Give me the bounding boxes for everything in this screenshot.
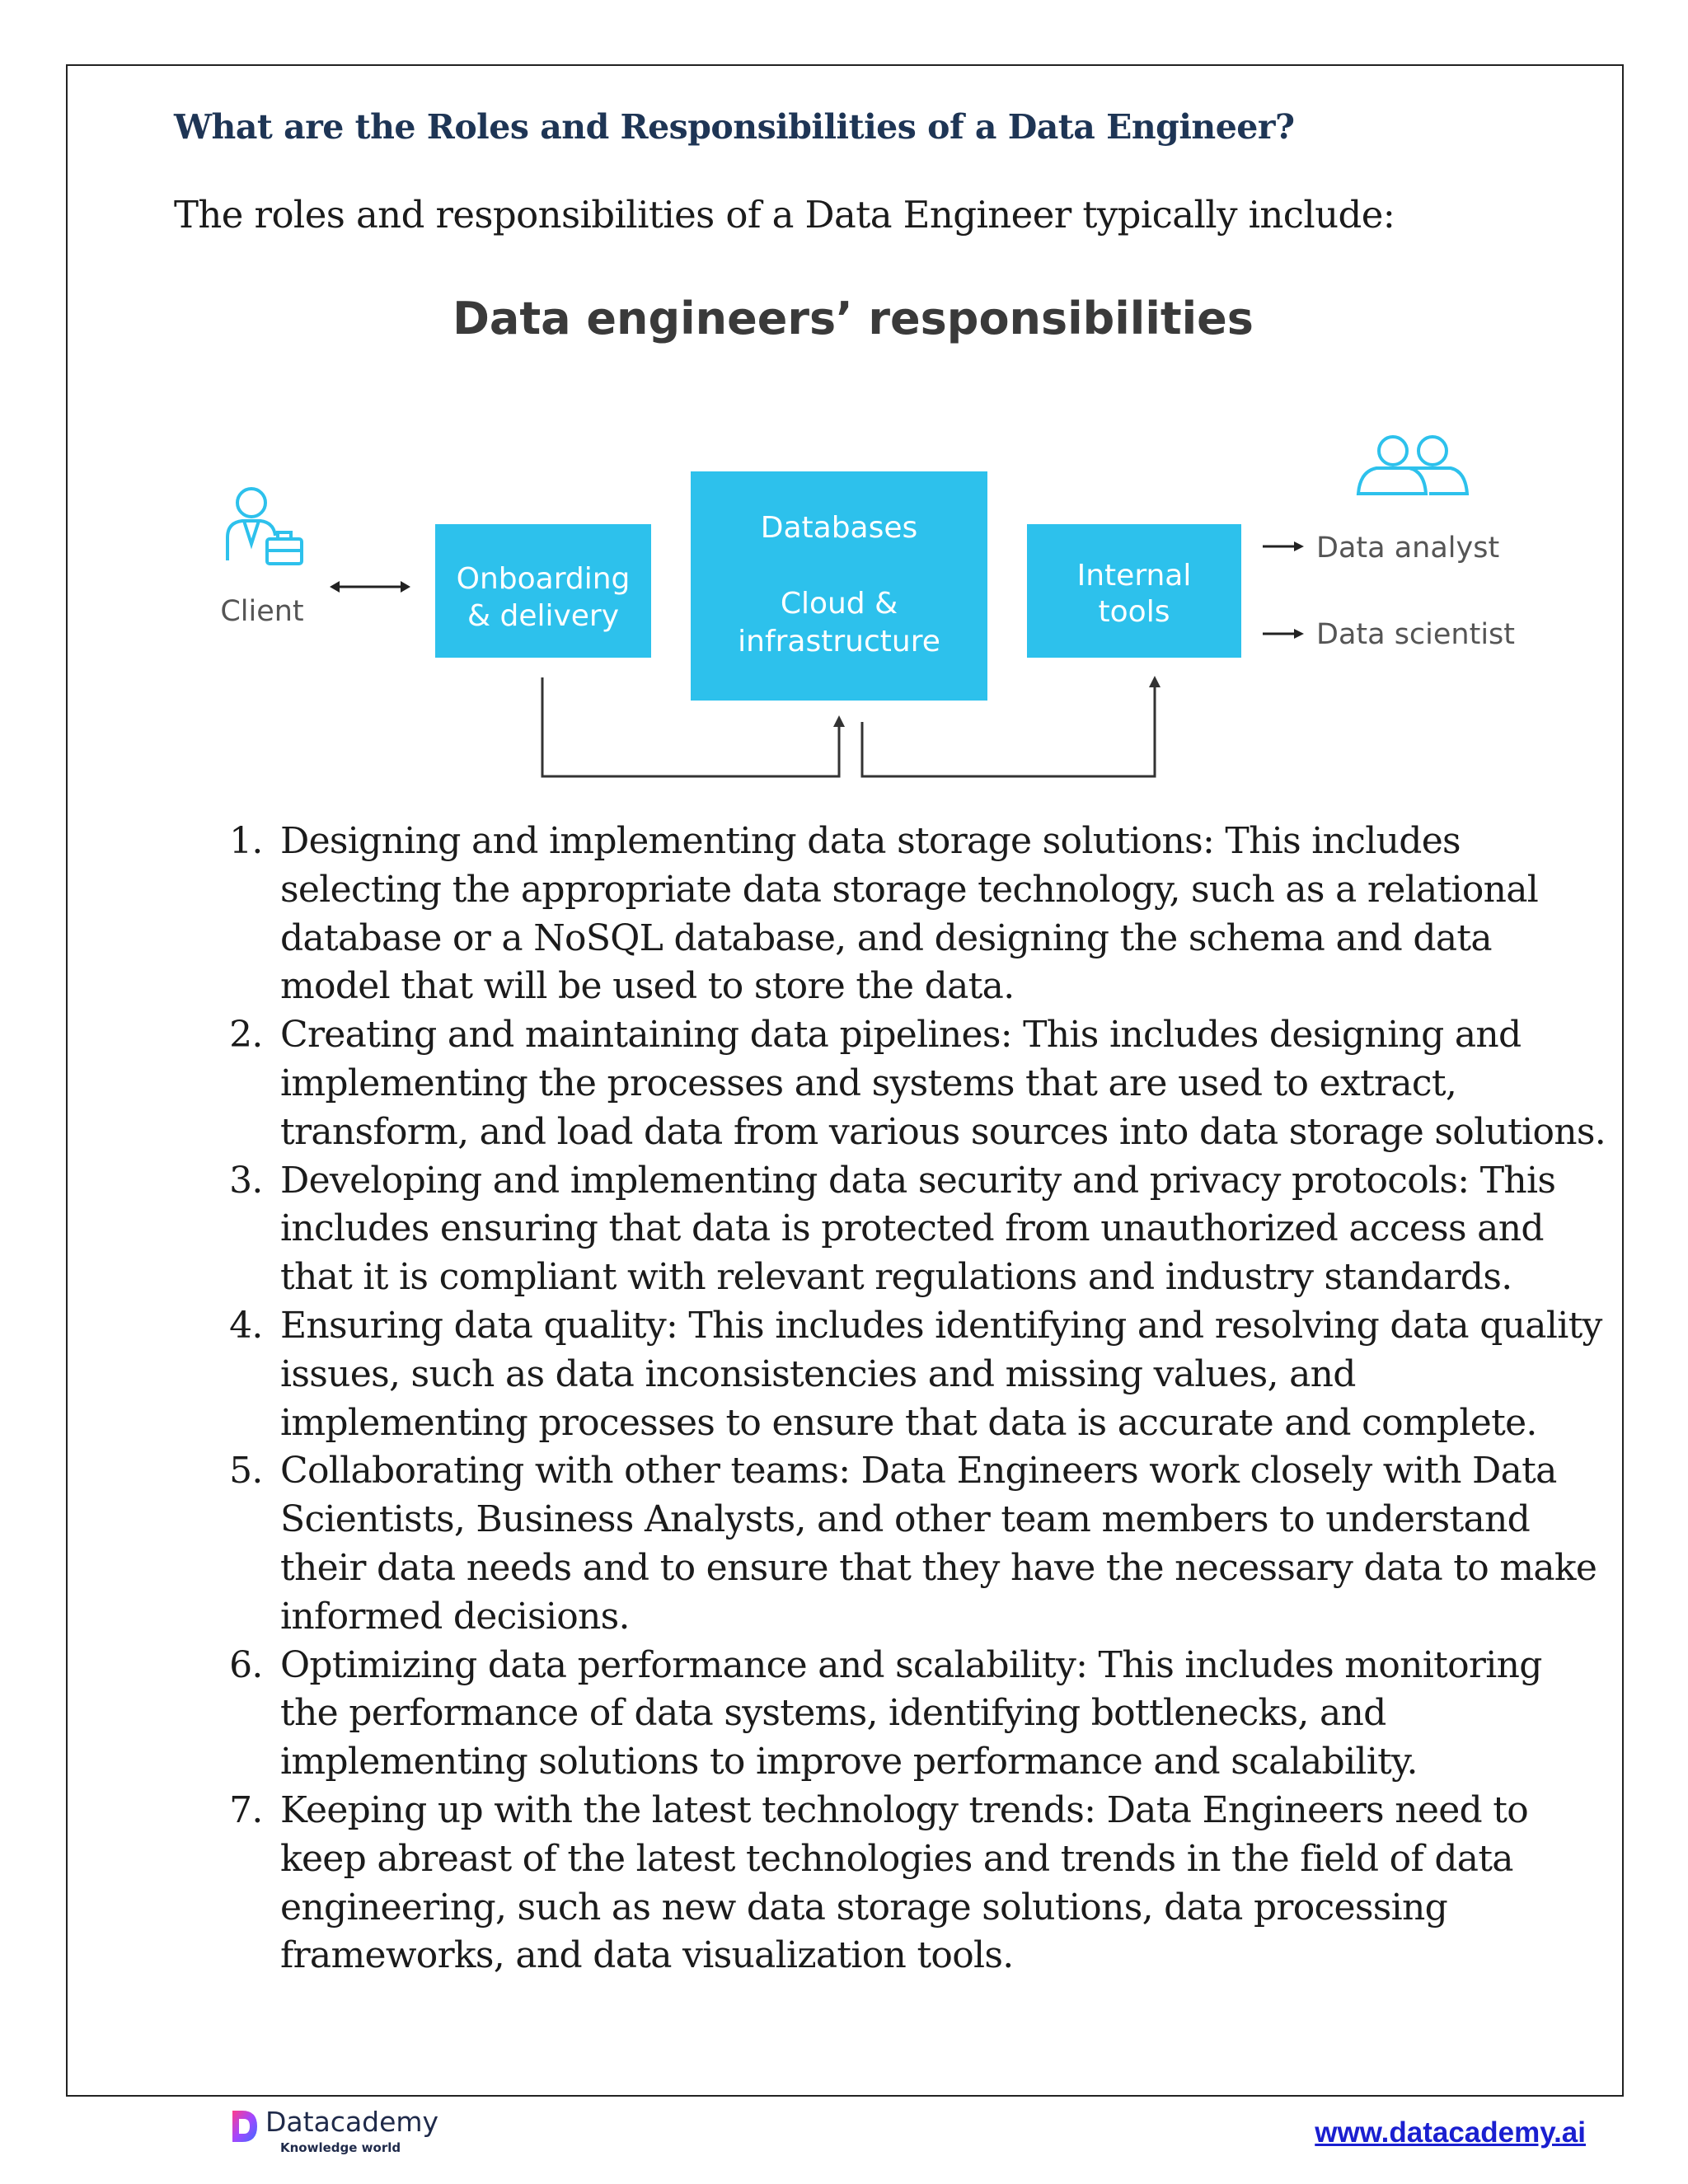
arrowhead-up-right [1149, 676, 1160, 687]
list-item: 7. Keeping up with the latest technology trends: Data Engineers need to keep abreast of the latest technologies and trends in the field of data engineering, such as new data storage solutions, data processing frameworks, and data visualization tools. [274, 1787, 1609, 1980]
logo-tagline: Knowledge world [280, 2140, 401, 2155]
cloud-label-line2: infrastructure [738, 625, 940, 658]
users-icon [1358, 437, 1467, 494]
logo-name: Datacademy [265, 2106, 439, 2138]
cloud-label-line1: Cloud & [780, 587, 898, 621]
client-double-arrow [330, 581, 410, 593]
databases-label: Databases [760, 511, 918, 545]
onboarding-label-line1: Onboarding [456, 562, 631, 596]
list-item: 4. Ensuring data quality: This includes identifying and resolving data quality issues, such as data inconsistencies and missing values, and implementing processes to ensure that data is accurate and complete. [274, 1302, 1609, 1447]
logo-mark-icon [229, 2107, 260, 2145]
scientist-arrow [1263, 629, 1304, 639]
intro-paragraph: The roles and responsibilities of a Data Engineer typically include: [174, 193, 1395, 237]
diagram-title: Data engineers’ responsibilities [452, 297, 1254, 344]
analyst-label: Data analyst [1316, 532, 1500, 565]
website-link[interactable]: www.datacademy.ai [1315, 2116, 1586, 2149]
client-icon [227, 489, 302, 564]
onboarding-label-line2: & delivery [467, 599, 620, 633]
internal-label-line2: tools [1098, 595, 1170, 629]
databases-box [691, 471, 987, 701]
list-item: 5. Collaborating with other teams: Data Engineers work closely with Data Scientists, Business Analysts, and other team members to understand their data needs and to ensure that they have the necessary data to make informed decisions. [274, 1447, 1609, 1641]
list-item: 6. Optimizing data performance and scalability: This includes monitoring the performance of data systems, identifying bottlenecks, and implementing solutions to improve performance and scalability. [274, 1642, 1609, 1787]
scientist-label: Data scientist [1316, 618, 1516, 651]
list-item: 1. Designing and implementing data storage solutions: This includes selecting the appropriate data storage technology, such as a relational database or a NoSQL database, and designing the schema and data model that will be used to store the data. [274, 818, 1609, 1011]
arrowhead-up-center [833, 715, 845, 727]
list-item: 3. Developing and implementing data security and privacy protocols: This includes ensuring that data is protected from unauthorized access and that it is compliant with relevant regulations and industry standards. [274, 1157, 1609, 1302]
analyst-arrow [1263, 541, 1304, 551]
page-title: What are the Roles and Responsibilities of a Data Engineer? [174, 107, 1295, 147]
list-item: 2. Creating and maintaining data pipelines: This includes designing and implementing the processes and systems that are used to extract, transform, and load data from various sources into data storage solutions. [274, 1011, 1609, 1156]
internal-label-line1: Internal [1076, 559, 1192, 593]
responsibilities-list [213, 818, 1609, 1980]
responsibilities-diagram [198, 297, 1533, 794]
client-label: Client [220, 595, 304, 628]
